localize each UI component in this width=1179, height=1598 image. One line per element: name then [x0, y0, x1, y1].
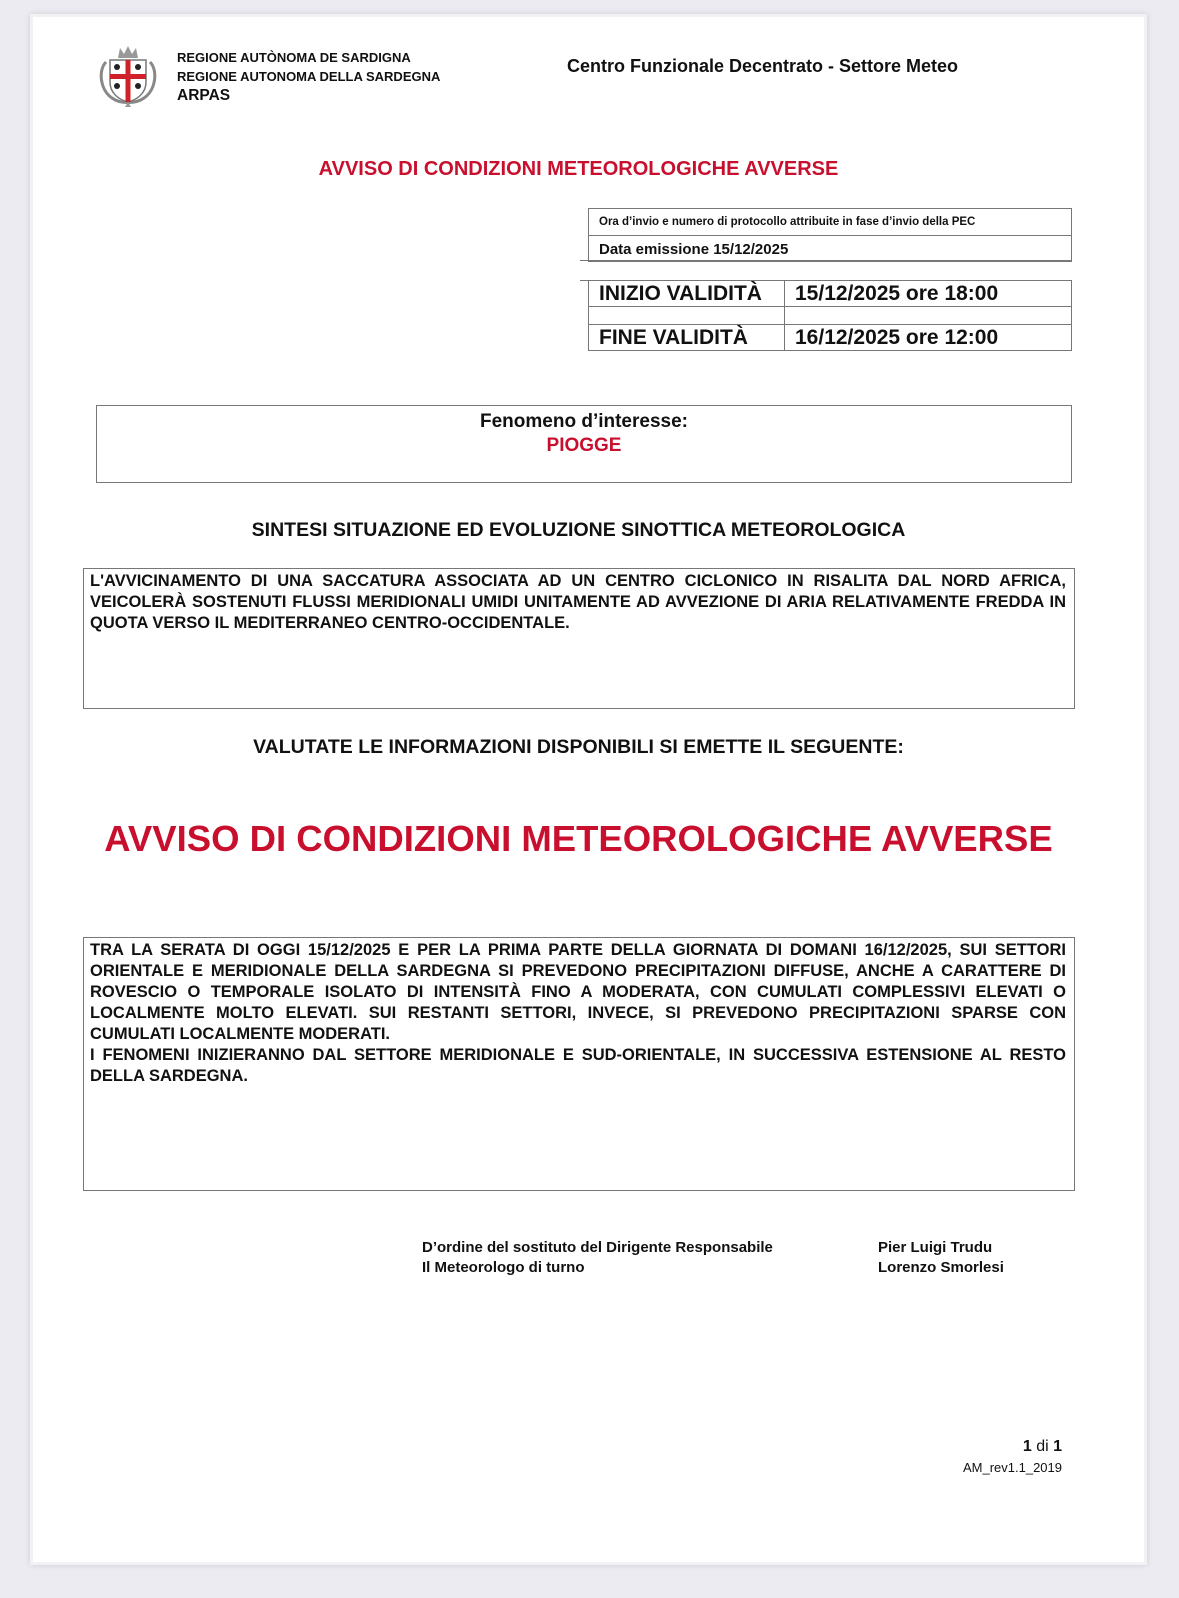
warning-paragraph-2: I FENOMENI INIZIERANNO DAL SETTORE MERIDIONALE E SUD-ORIENTALE, IN SUCCESSIVA ESTENSIONE AL RESTO DELLA SARDEGNA. [90, 1046, 1066, 1085]
sardinia-coat-of-arms-icon [96, 40, 160, 108]
department-name: Centro Funzionale Decentrato - Settore Meteo [567, 56, 959, 76]
emission-statement: VALUTATE LE INFORMAZIONI DISPONIBILI SI EMETTE IL SEGUENTE: [253, 736, 904, 758]
signature-role-1: D’ordine del sostituto del Dirigente Responsabile [422, 1239, 773, 1256]
divider [580, 260, 1072, 261]
validity-start-value: 15/12/2025 ore 18:00 [785, 281, 1072, 307]
signature-names [878, 1238, 1004, 1278]
pec-note: Ora d’invio e numero di protocollo attribuite in fase d’invio della PEC [589, 209, 1071, 236]
synoptic-text-box [83, 568, 1075, 709]
signature-name-1: Pier Luigi Trudu [878, 1239, 993, 1256]
phenomenon-value: PIOGGE [546, 435, 622, 456]
page-total: 1 [1053, 1438, 1062, 1455]
signature-roles [422, 1238, 773, 1278]
emission-date: Data emissione 15/12/2025 [599, 241, 789, 258]
signature-role-2: Il Meteorologo di turno [422, 1259, 585, 1276]
validity-end-label: FINE VALIDITÀ [589, 325, 785, 351]
validity-start-row [589, 281, 1072, 307]
validity-table [588, 280, 1072, 351]
warning-title: AVVISO DI CONDIZIONI METEOROLOGICHE AVVERSE [104, 818, 1053, 859]
synoptic-text: L'AVVICINAMENTO DI UNA SACCATURA ASSOCIATA AD UN CENTRO CICLONICO IN RISALITA DAL NORD AFRICA, VEICOLERÀ SOSTENUTI FLUSSI MERIDIONALI UMIDI UNITAMENTE AD AVVEZIONE DI ARIA RELATIVAMENTE FREDDA IN QUOTA VERSO IL MEDITERRANEO CENTRO-OCCIDENTALE. [90, 572, 1066, 632]
page-separator: di [1031, 1438, 1054, 1455]
phenomenon-box [96, 405, 1072, 483]
validity-end-value: 16/12/2025 ore 12:00 [785, 325, 1072, 351]
validity-start-label: INIZIO VALIDITÀ [589, 281, 785, 307]
divider [580, 280, 590, 281]
org-short-name: ARPAS [177, 87, 231, 104]
warning-text-box [83, 937, 1075, 1191]
validity-spacer-row [589, 307, 1072, 325]
synoptic-section-title: SINTESI SITUAZIONE ED EVOLUZIONE SINOTTICA METEOROLOGICA [251, 519, 906, 541]
page-current: 1 [1022, 1438, 1032, 1455]
page-number [900, 1438, 1062, 1456]
phenomenon-label: Fenomeno d’interesse: [480, 411, 688, 432]
validity-end-row [589, 325, 1072, 351]
document-title: AVVISO DI CONDIZIONI METEOROLOGICHE AVVERSE [318, 158, 839, 180]
org-name-italian: REGIONE AUTONOMA DELLA SARDEGNA [177, 69, 441, 84]
signature-name-2: Lorenzo Smorlesi [878, 1259, 1004, 1276]
warning-paragraph-1: TRA LA SERATA DI OGGI 15/12/2025 E PER LA PRIMA PARTE DELLA GIORNATA DI DOMANI 16/12/2025, SUI SETTORI ORIENTALE E MERIDIONALE DELLA SARDEGNA SI PREVEDONO PRECIPITAZIONI DIFFUSE, ANCHE A CARATTERE DI ROVESCIO O TEMPORALE ISOLATO DI INTENSITÀ FINO A MODERATA, CON CUMULATI COMPLESSIVI ELEVATI O LOCALMENTE MOLTO ELEVATI. SUI RESTANTI SETTORI, INVECE, SI PREVEDONO PRECIPITAZIONI SPARSE CON CUMULATI LOCALMENTE MODERATI. [90, 941, 1066, 1043]
org-name-sardinian: REGIONE AUTÒNOMA DE SARDIGNA [177, 50, 411, 65]
revision-code: AM_rev1.1_2019 [962, 1460, 1062, 1475]
organization-header [177, 48, 440, 105]
pec-info-box [588, 208, 1072, 262]
